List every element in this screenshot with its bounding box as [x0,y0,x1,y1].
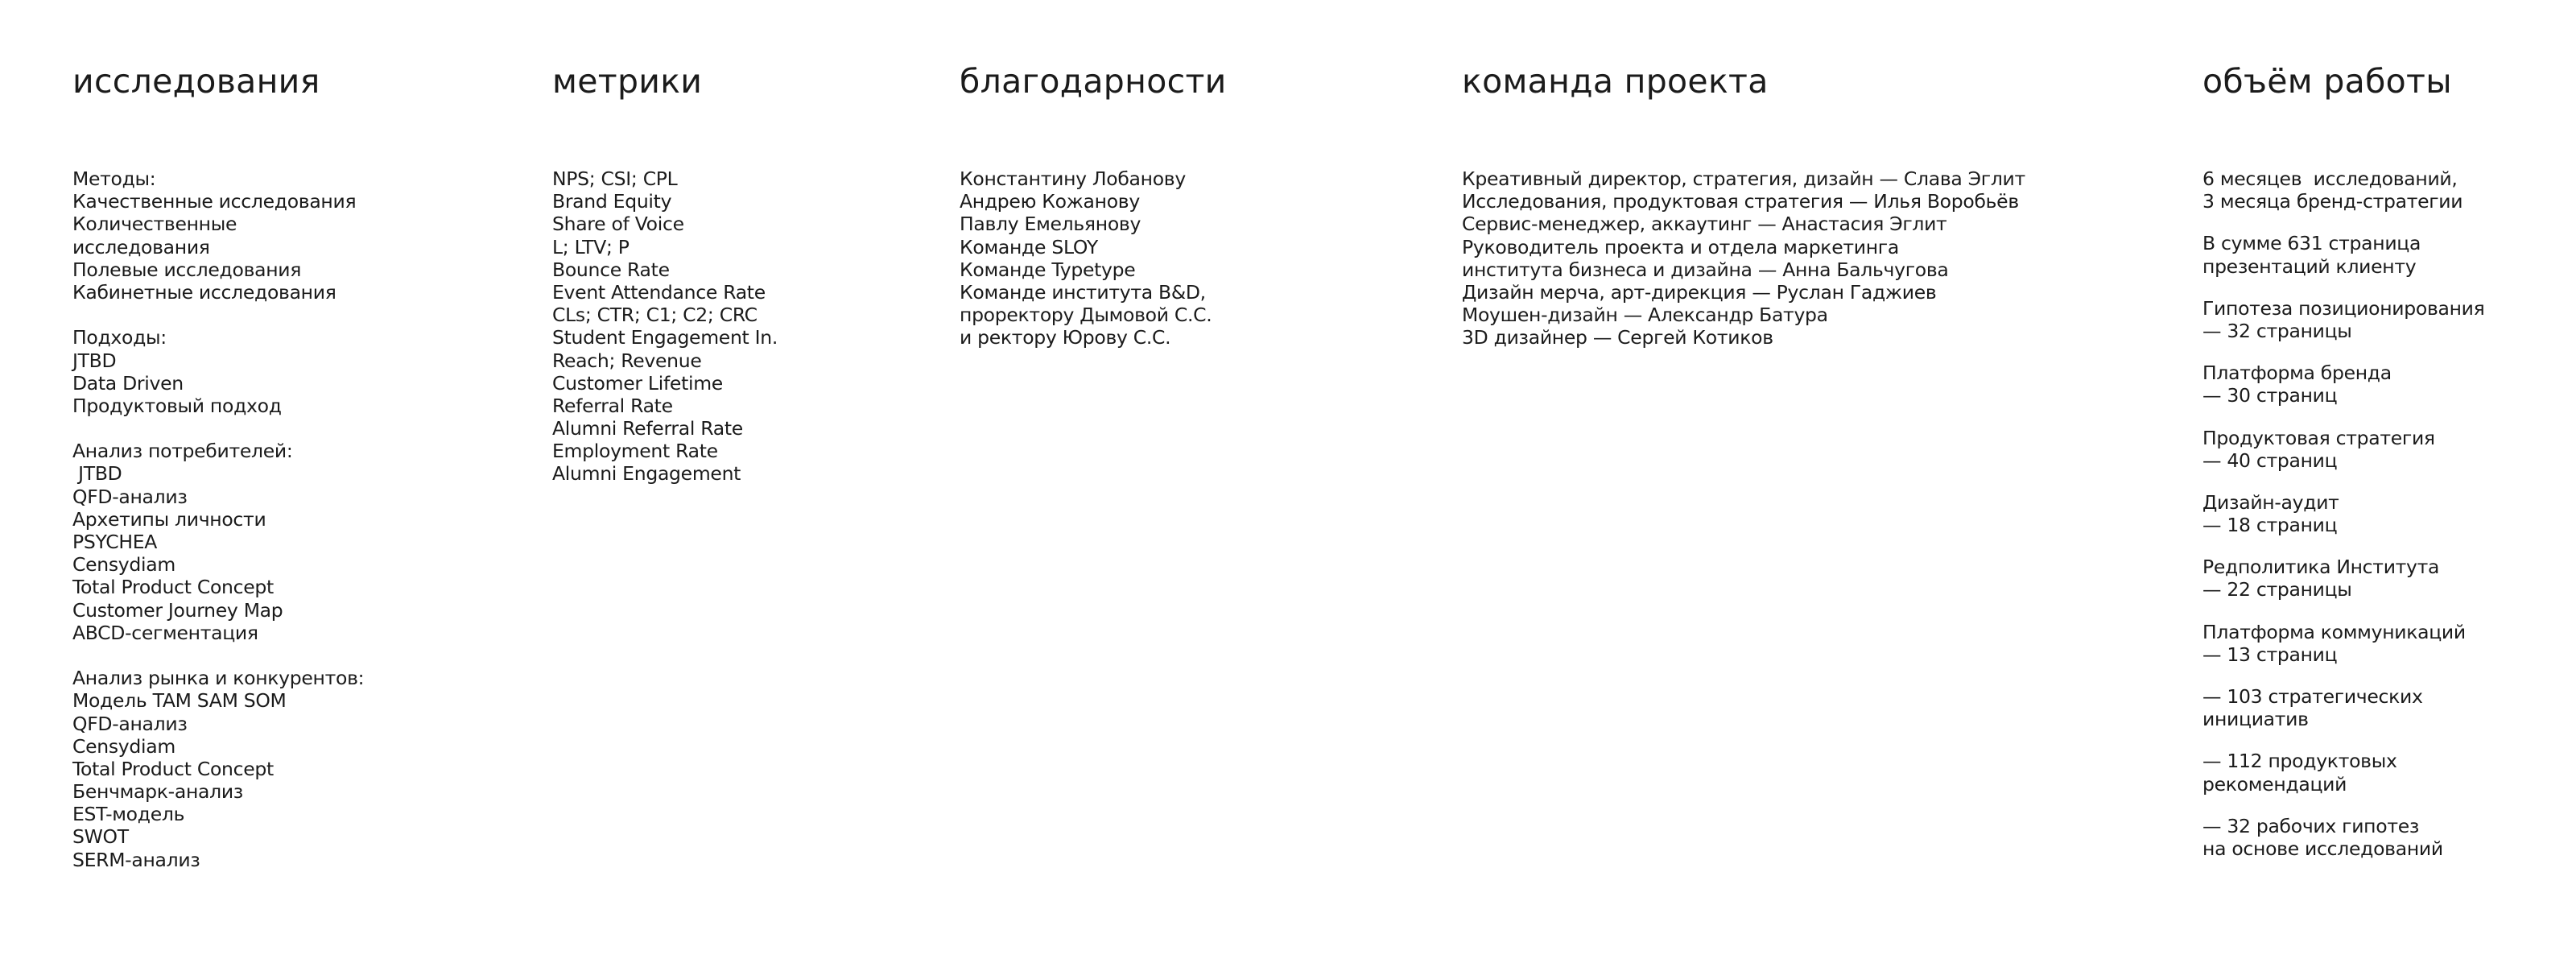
volume-item-line: на основе исследований [2202,837,2443,860]
list-item: Share of Voice [552,213,684,236]
list-item: Total Product Concept [72,576,274,599]
volume-item-line: Дизайн-аудит [2202,490,2339,514]
volume-item-line: Продуктовая стратегия [2202,426,2435,449]
list-item: Бенчмарк-анализ [72,780,244,804]
list-item: Команде института B&D, [960,280,1206,304]
list-item: Количественные [72,213,237,236]
volume-item-line: Редполитика Института [2202,556,2440,579]
list-item: исследования [72,235,210,258]
research-group-approaches [72,326,523,417]
volume-item-line: инициатив [2202,708,2309,731]
volume-item-line: — 103 стратегических [2202,685,2423,708]
volume-item-line: 3 месяца бренд-стратегии [2202,190,2463,213]
volume-item-line: Платформа коммуникаций [2202,620,2466,643]
list-item: ABCD-сегментация [72,621,258,644]
volume-item [2202,427,2557,472]
list-item: Student Engagement In. [552,326,778,349]
list-item: JTBD [72,462,122,486]
volume-item-line: — 32 страницы [2202,319,2352,342]
list-item: Исследования, продуктовая стратегия — Илья Воробьёв [1462,190,2019,213]
volume-list [2202,167,2557,860]
volume-item [2202,297,2557,342]
list-item: Модель TAM SAM SOM [72,689,287,713]
list-item: NPS; CSI; CPL [552,167,678,190]
volume-item-line: — 13 страниц [2202,643,2338,666]
list-item: L; LTV; P [552,235,630,258]
list-item: Customer Journey Map [72,598,283,622]
list-item: Data Driven [72,371,184,395]
list-item: SERM-анализ [72,848,200,871]
list-item: Кабинетные исследования [72,280,336,304]
volume-item-line: — 32 рабочих гипотез [2202,814,2420,837]
list-item: института бизнеса и дизайна — Анна Бальчугова [1462,258,1949,281]
list-item: JTBD [72,349,117,372]
list-item: Employment Rate [552,440,718,463]
list-item: Андрею Кожанову [960,190,1140,213]
volume-item-line: В сумме 631 страница [2202,232,2421,255]
list-item: Censydiam [72,553,175,577]
volume-item [2202,621,2557,666]
thanks-list [960,167,1410,349]
volume-item-line: рекомендаций [2202,772,2347,796]
volume-item [2202,556,2557,601]
list-item: Полевые исследования [72,258,302,281]
list-item: Качественные исследования [72,190,357,213]
list-item: Креативный директор, стратегия, дизайн — Слава Эглит [1462,167,2025,190]
list-item: Дизайн мерча, арт-дирекция — Руслан Гаджиев [1462,280,1937,304]
list-item: CLs; CTR; C1; C2; CRC [552,304,758,327]
list-item: QFD-анализ [72,712,188,735]
volume-item-line: — 30 страниц [2202,384,2338,407]
list-item: SWOT [72,825,129,849]
list-item: QFD-анализ [72,485,188,508]
volume-item [2202,167,2557,213]
list-item: Referral Rate [552,394,673,417]
list-item: Команде Typetype [960,258,1136,281]
research-heading: исследования [72,62,320,101]
volume-item-line: Платформа бренда [2202,362,2392,385]
list-item: Censydiam [72,734,175,758]
list-item: Bounce Rate [552,258,670,281]
list-item: Константину Лобанову [960,167,1186,190]
volume-item [2202,362,2557,407]
list-item: EST-модель [72,803,185,826]
list-item: Подходы: [72,326,167,349]
list-item: Моушен-дизайн — Александр Батура [1462,304,1828,327]
list-item: PSYCHEA [72,531,158,553]
volume-item-line: презентаций клиенту [2202,254,2417,278]
list-item: Анализ потребителей: [72,440,293,463]
volume-item-line: — 112 продуктовых [2202,750,2397,773]
list-item: Методы: [72,167,156,190]
list-item: и ректору Юрову С.С. [960,326,1171,349]
list-item: Продуктовый подход [72,394,282,417]
list-item: 3D дизайнер — Сергей Котиков [1462,326,1773,349]
volume-item [2202,491,2557,536]
team-heading: команда проекта [1462,62,1769,101]
volume-heading: объём работы [2202,62,2452,101]
list-item: Alumni Engagement [552,462,741,486]
list-item: Архетипы личности [72,507,266,531]
volume-item [2202,750,2557,795]
research-group-consumers [72,440,523,644]
list-item: проректору Дымовой С.С. [960,304,1212,327]
volume-item [2202,232,2557,277]
volume-item [2202,685,2557,730]
list-item: Alumni Referral Rate [552,417,743,440]
list-item: Customer Lifetime [552,371,723,395]
list-item: Руководитель проекта и отдела маркетинга [1462,235,1899,258]
volume-item [2202,815,2557,860]
thanks-heading: благодарности [960,62,1227,101]
metrics-list [552,167,939,486]
research-group-methods [72,167,523,304]
research-group-market [72,667,523,871]
volume-item-line: 6 месяцев исследований, [2202,167,2458,190]
volume-item-line: Гипотеза позиционирования [2202,296,2485,320]
list-item: Команде SLOY [960,235,1098,258]
volume-item-line: — 18 страниц [2202,514,2338,537]
list-item: Сервис-менеджер, аккаутинг — Анастасия Эглит [1462,213,1947,236]
research-list [72,167,523,871]
metrics-heading: метрики [552,62,703,101]
list-item: Total Product Concept [72,757,274,780]
list-item: Павлу Емельянову [960,213,1141,236]
list-item: Анализ рынка и конкурентов: [72,667,365,690]
volume-item-line: — 22 страницы [2202,578,2352,601]
team-list [1462,167,2170,349]
list-item: Event Attendance Rate [552,280,766,304]
list-item: Brand Equity [552,190,672,213]
volume-item-line: — 40 страниц [2202,448,2338,472]
list-item: Reach; Revenue [552,349,702,372]
